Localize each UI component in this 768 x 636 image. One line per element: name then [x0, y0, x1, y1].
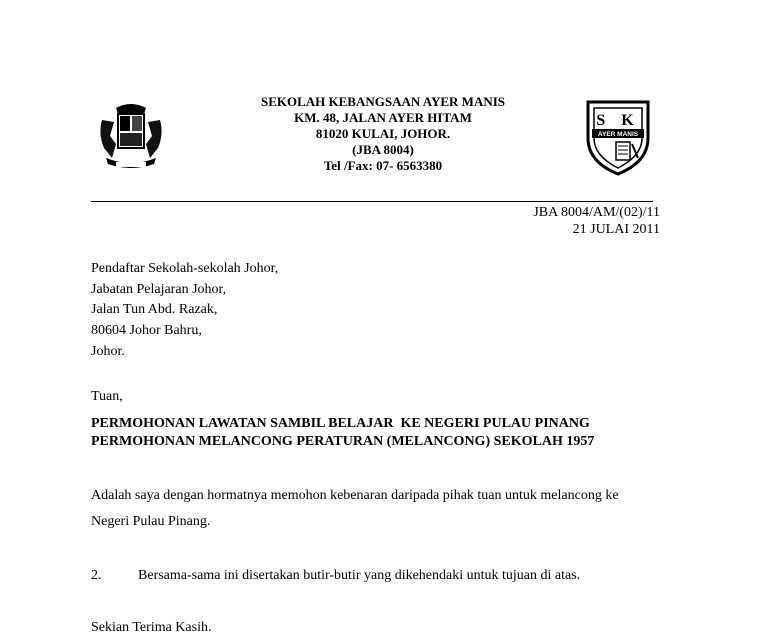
paragraph-1-line-2: Negeri Pulau Pinang. [91, 514, 211, 529]
school-code: (JBA 8004) [352, 142, 414, 157]
recipient-line: Jabatan Pelajaran Johor, [91, 282, 227, 297]
paragraph-2-text: Bersama-sama ini disertakan butir-butir yang dikehendaki untuk tujuan di atas. [138, 568, 581, 583]
address-line-2: 81020 KULAI, JOHOR. [315, 126, 451, 141]
coat-of-arms-icon [96, 100, 166, 172]
recipient-line: Pendaftar Sekolah-sekolah Johor, [91, 261, 279, 276]
paragraph-1-line-1: Adalah saya dengan hormatnya memohon kebenaran daripada pihak tuan untuk melancong ke [91, 488, 619, 503]
closing-line: Sekian Terima Kasih. [91, 620, 212, 635]
recipient-line: Johor. [91, 344, 125, 359]
letter-date: 21 JULAI 2011 [572, 222, 660, 237]
subject-line-1: PERMOHONAN LAWATAN SAMBIL BELAJAR KE NEGERI PULAU PINANG [91, 416, 590, 431]
address-line-1: KM. 48, JALAN AYER HITAM [294, 110, 472, 125]
crest-ribbon-text: AYER MANIS [597, 131, 639, 138]
paragraph-2-number: 2. [91, 568, 102, 583]
recipient-line: 80604 Johor Bahru, [91, 323, 202, 338]
school-crest-icon [582, 98, 654, 178]
salutation: Tuan, [91, 389, 123, 404]
reference-number: JBA 8004/AM/(02)/11 [533, 205, 660, 220]
crest-letters: S K [596, 112, 640, 129]
phone-fax: Tel /Fax: 07- 6563380 [323, 158, 443, 173]
subject-line-2: PERMOHONAN MELANCONG PERATURAN (MELANCONG) SEKOLAH 1957 [91, 434, 595, 449]
recipient-line: Jalan Tun Abd. Razak, [91, 302, 218, 317]
school-name: SEKOLAH KEBANGSAAN AYER MANIS [260, 94, 506, 109]
letterhead-divider [91, 201, 653, 202]
